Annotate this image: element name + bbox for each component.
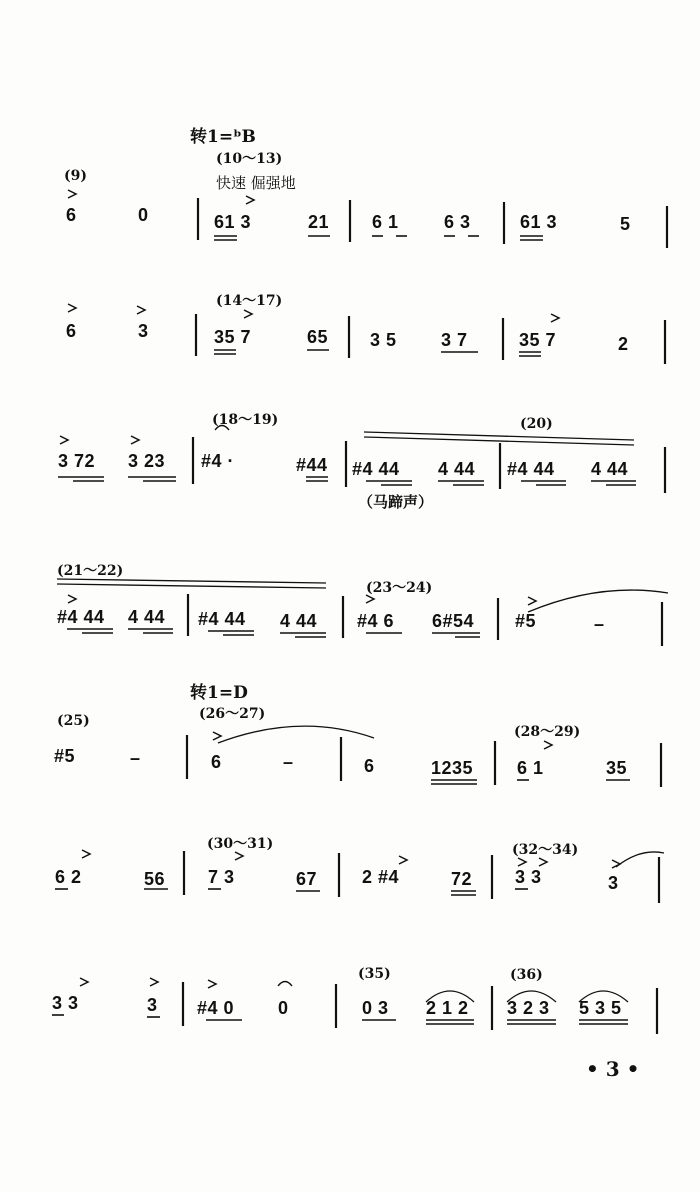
note-group: 6#54 xyxy=(432,611,475,631)
note-group: 3 7 xyxy=(441,330,468,350)
note-group: #4 44 xyxy=(198,609,246,629)
note-group: 4 44 xyxy=(128,607,166,627)
note-group: 61 3 xyxy=(520,212,558,232)
slur-lines xyxy=(57,432,668,1002)
note-group: 6 xyxy=(66,205,77,225)
measure-label: (20) xyxy=(520,416,553,432)
note-group: #4 44 xyxy=(57,607,105,627)
measure-label: (35) xyxy=(358,966,391,982)
note-group: #5 xyxy=(515,611,537,631)
bar-lines xyxy=(183,198,667,1034)
note-group: 0 xyxy=(278,998,289,1018)
note-group: 56 xyxy=(144,869,166,889)
measure-label: (36) xyxy=(510,967,543,983)
note-group: 65 xyxy=(307,327,329,347)
note-group: 5 xyxy=(620,214,631,234)
note-group: 3 xyxy=(608,873,619,893)
fermata-marks xyxy=(215,426,292,987)
note-group: 6 xyxy=(364,756,375,776)
note-group: 35 7 xyxy=(519,330,557,350)
note-group: 6 2 xyxy=(55,867,82,887)
note-group: 21 xyxy=(308,212,330,232)
note-group: 0 xyxy=(138,205,149,225)
note-group: 3 3 xyxy=(515,867,542,887)
note-group: 67 xyxy=(296,869,318,889)
modulation-marking-2: 转1=D xyxy=(190,683,248,703)
measure-label: (10～13) xyxy=(216,151,283,167)
note-group: 2 #4 xyxy=(362,867,400,887)
note-group: 3 xyxy=(147,995,158,1015)
note-group: 4 44 xyxy=(280,611,318,631)
measure-label: (26～27) xyxy=(199,706,266,722)
note-group: – xyxy=(283,752,294,772)
measure-label: (14～17) xyxy=(216,293,283,309)
measure-label: (21～22) xyxy=(57,563,124,579)
note-group: #4 6 xyxy=(357,611,395,631)
note-group: 2 1 2 xyxy=(426,998,469,1018)
note-group: 4 44 xyxy=(591,459,629,479)
note-group: – xyxy=(130,748,141,768)
note-group: 4 44 xyxy=(438,459,476,479)
measure-label: (25) xyxy=(57,713,90,729)
note-group: 3 72 xyxy=(58,451,96,471)
page-number: • 3 • xyxy=(586,1057,640,1081)
note-group: 2 xyxy=(618,334,629,354)
measure-label: (32～34) xyxy=(512,842,579,858)
note-group: #4 44 xyxy=(507,459,555,479)
note-group: 61 3 xyxy=(214,212,252,232)
note-group: 7 3 xyxy=(208,867,235,887)
note-group: 1235 xyxy=(431,758,474,778)
modulation-marking-1: 转1=ᵇB xyxy=(190,127,256,147)
note-group: 3 xyxy=(138,321,149,341)
note-group: – xyxy=(594,614,605,634)
measure-label: (23～24) xyxy=(366,580,433,596)
note-group: #4 0 xyxy=(197,998,235,1018)
note-group: #5 xyxy=(54,746,76,766)
note-group: 6 xyxy=(211,752,222,772)
note-group: #4 44 xyxy=(352,459,400,479)
note-group: 72 xyxy=(451,869,473,889)
note-group: 3 2 3 xyxy=(507,998,550,1018)
note-group: 6 1 xyxy=(372,212,399,232)
note-group: 6 1 xyxy=(517,758,544,778)
measure-label: (30～31) xyxy=(207,836,274,852)
note-group: 6 3 xyxy=(444,212,471,232)
note-group: 5 3 5 xyxy=(579,998,622,1018)
note-group: 6 xyxy=(66,321,77,341)
annotation-hoofbeats: （马蹄声） xyxy=(358,493,434,511)
note-group: 3 3 xyxy=(52,993,79,1013)
note-group: 3 5 xyxy=(370,330,397,350)
tempo-expression-marking: 快速 倔强地 xyxy=(216,174,296,192)
measure-label: (9) xyxy=(64,168,87,184)
note-group: 0 3 xyxy=(362,998,389,1018)
measure-label: (18～19) xyxy=(212,412,279,428)
note-group: 3 23 xyxy=(128,451,166,471)
note-group: 35 7 xyxy=(214,327,252,347)
note-group: 35 xyxy=(606,758,628,778)
note-group: #44 xyxy=(296,455,328,475)
note-group: #4 · xyxy=(201,451,235,471)
measure-label: (28～29) xyxy=(514,724,581,740)
